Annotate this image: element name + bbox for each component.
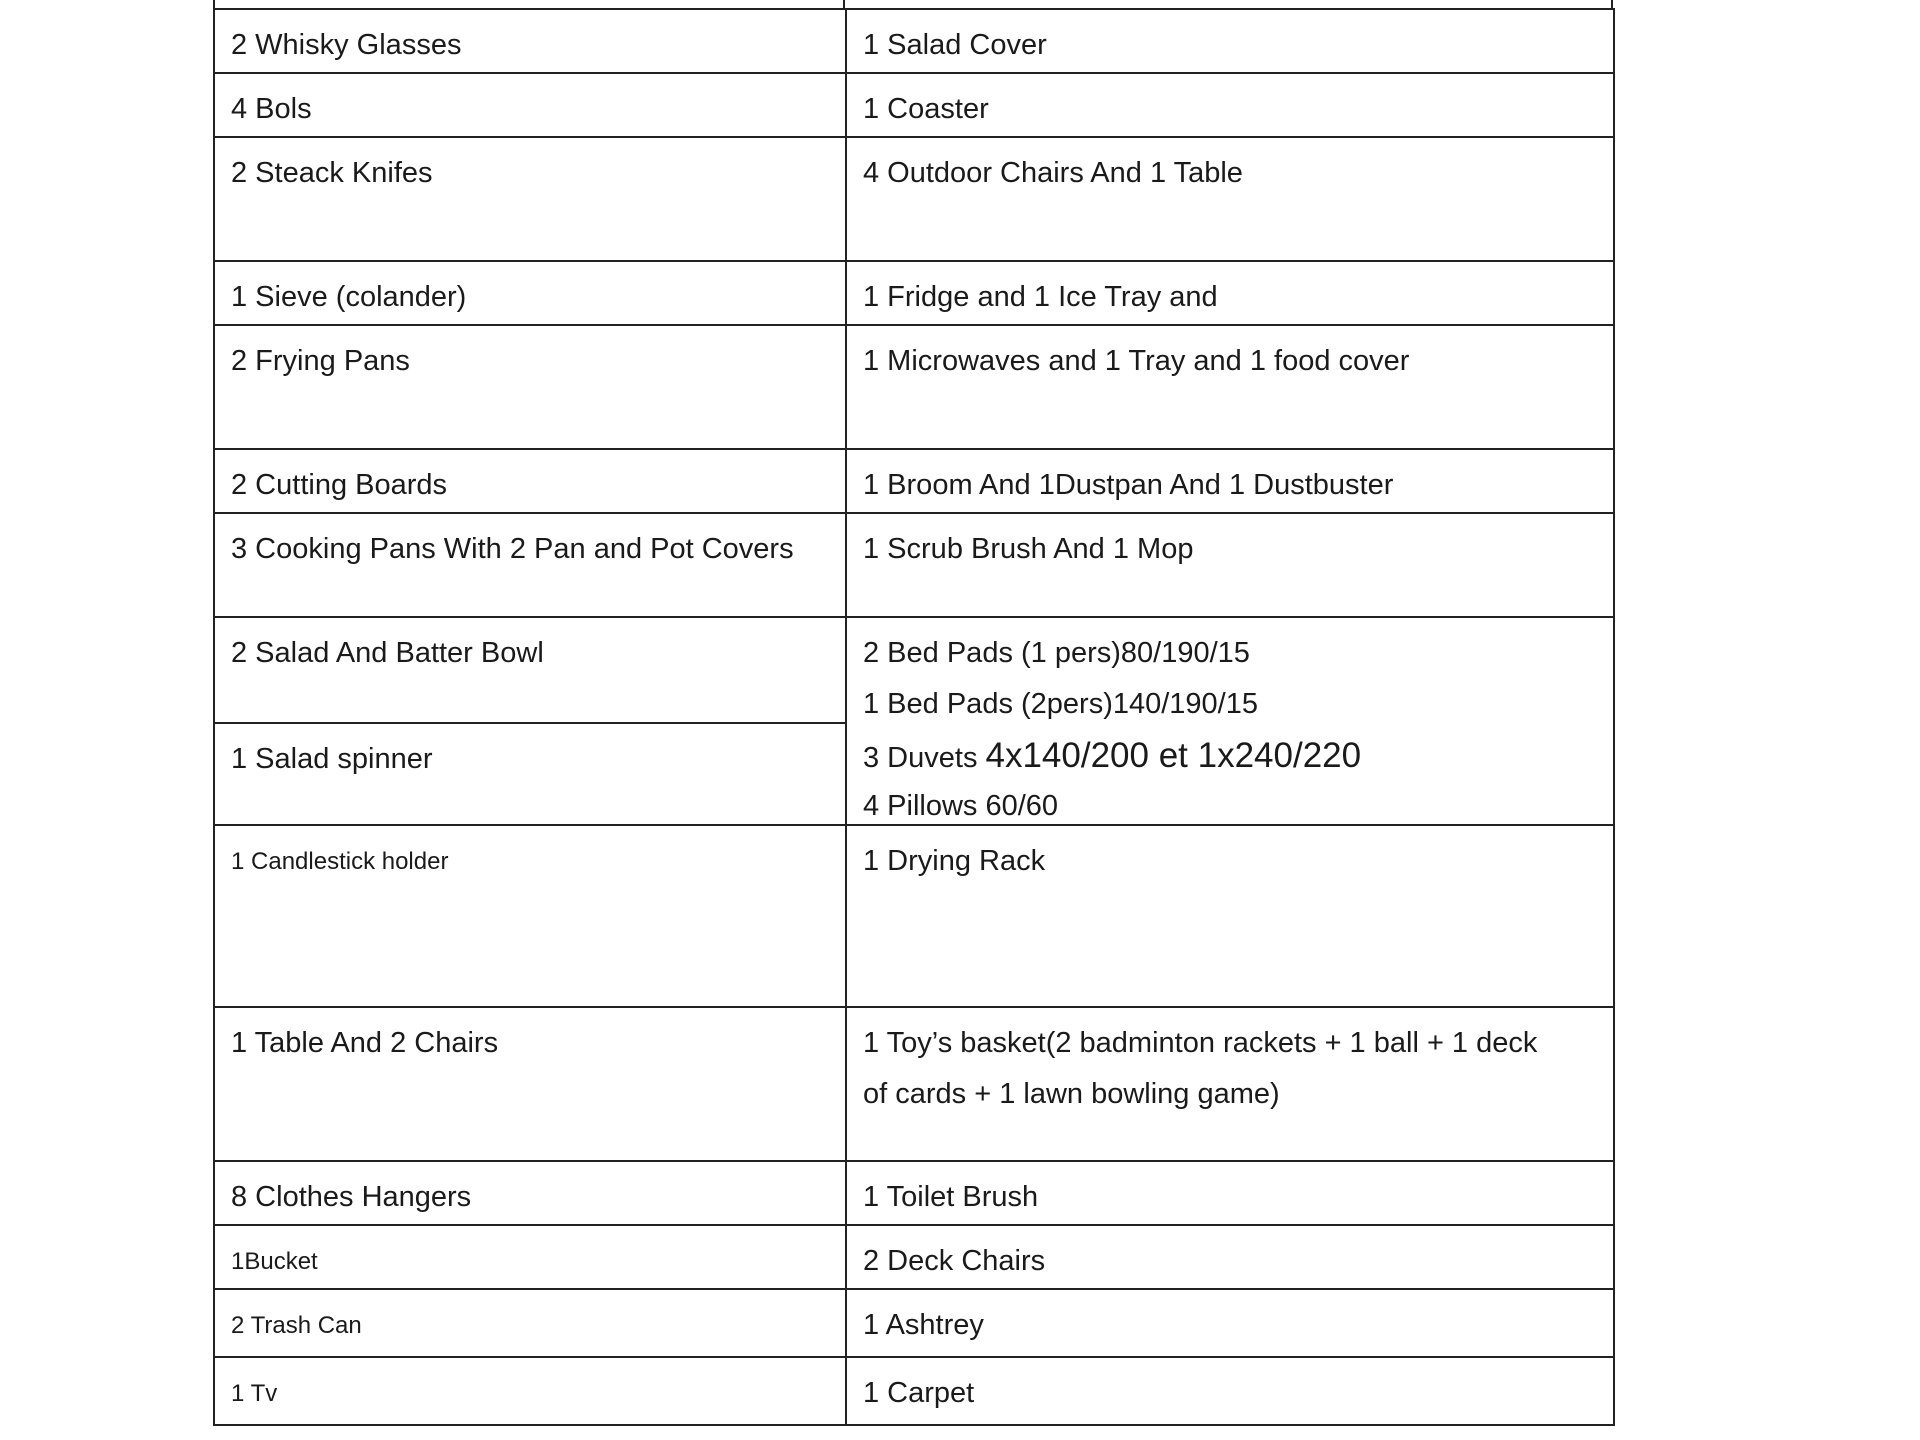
item-text: 1 Drying Rack bbox=[863, 845, 1046, 877]
duvet-sizes: 4x140/200 et 1x240/220 bbox=[985, 736, 1362, 775]
duvet-label: 3 Duvets bbox=[863, 742, 986, 774]
item-text: 1 Salad Cover bbox=[863, 29, 1047, 61]
item-text: 2 Trash Can bbox=[231, 1312, 362, 1339]
table-cell bbox=[215, 10, 847, 74]
table-cell bbox=[215, 450, 847, 514]
item-text: 1 Sieve (colander) bbox=[231, 281, 467, 313]
item-text: 2 Cutting Boards bbox=[231, 469, 448, 501]
table-cell bbox=[847, 1226, 1615, 1290]
table-cell bbox=[215, 1226, 847, 1290]
table-cell bbox=[215, 1290, 847, 1358]
table-row bbox=[215, 514, 1615, 618]
table-cell bbox=[847, 326, 1615, 450]
item-text: 8 Clothes Hangers bbox=[231, 1181, 472, 1213]
table-cell bbox=[215, 1358, 847, 1426]
item-text: 1 Coaster bbox=[863, 93, 989, 125]
item-text: 2 Steack Knifes bbox=[231, 157, 433, 189]
table-cell bbox=[215, 326, 847, 450]
item-text: 1 Salad spinner bbox=[231, 743, 433, 775]
table-cell bbox=[215, 138, 847, 262]
item-text: 4 Outdoor Chairs And 1 Table bbox=[863, 157, 1243, 189]
item-text: 2 Salad And Batter Bowl bbox=[231, 637, 544, 669]
item-text: 2 Deck Chairs bbox=[863, 1245, 1046, 1277]
item-text: 2 Frying Pans bbox=[231, 345, 410, 377]
table-cell bbox=[215, 74, 847, 138]
table-cell bbox=[215, 1008, 847, 1162]
table-row bbox=[215, 1226, 1615, 1290]
table-row bbox=[215, 450, 1615, 514]
table-row-bedding bbox=[215, 618, 1615, 826]
table-cell bbox=[215, 826, 847, 1008]
item-text: 3 Cooking Pans With 2 Pan and Pot Covers bbox=[231, 533, 794, 565]
table-cell bbox=[847, 450, 1615, 514]
item-text: 1 Candlestick holder bbox=[231, 848, 449, 875]
item-text: 1 Broom And 1Dustpan And 1 Dustbuster bbox=[863, 469, 1394, 501]
table-cell bbox=[847, 74, 1615, 138]
table-cell bbox=[847, 10, 1615, 74]
inventory-table bbox=[213, 8, 1615, 1426]
item-text: 1Bucket bbox=[231, 1248, 318, 1275]
table-row bbox=[215, 826, 1615, 1008]
table-row bbox=[215, 262, 1615, 326]
item-text: 1 Fridge and 1 Ice Tray and bbox=[863, 281, 1218, 313]
table-row bbox=[215, 326, 1615, 450]
table-cell bbox=[847, 1290, 1615, 1358]
item-text: 1 Carpet bbox=[863, 1377, 975, 1409]
item-text: 1 Ashtrey bbox=[863, 1309, 984, 1341]
table-cell bbox=[847, 1008, 1615, 1162]
bedding-line bbox=[863, 730, 1597, 781]
bedding-line: 2 Bed Pads (1 pers)80/190/15 bbox=[863, 637, 1250, 669]
item-text: of cards + 1 lawn bowling game) bbox=[863, 1078, 1280, 1110]
table-cell bbox=[847, 262, 1615, 326]
table-cell bbox=[847, 138, 1615, 262]
table-cell bbox=[847, 514, 1615, 618]
item-text: 1 Microwaves and 1 Tray and 1 food cover bbox=[863, 345, 1410, 377]
table-row bbox=[215, 1290, 1615, 1358]
table-cell bbox=[215, 514, 847, 618]
table-row bbox=[215, 1008, 1615, 1162]
item-text: 1 Tv bbox=[231, 1380, 278, 1407]
table-row bbox=[215, 1358, 1615, 1426]
item-text: 1 Table And 2 Chairs bbox=[231, 1027, 499, 1059]
table-cell bbox=[215, 1162, 847, 1226]
bedding-line: 1 Bed Pads (2pers)140/190/15 bbox=[863, 688, 1258, 720]
bedding-cell bbox=[847, 618, 1615, 826]
item-text: 4 Bols bbox=[231, 93, 312, 125]
item-text: 1 Scrub Brush And 1 Mop bbox=[863, 533, 1194, 565]
table-cell bbox=[215, 262, 847, 326]
bedding-line: 4 Pillows 60/60 bbox=[863, 790, 1059, 822]
table-row bbox=[215, 10, 1615, 74]
table-cell bbox=[215, 618, 847, 724]
table-row bbox=[215, 1162, 1615, 1226]
item-text: 1 Toy’s basket(2 badminton rackets + 1 ball + 1 deck bbox=[863, 1027, 1538, 1059]
table-cell bbox=[847, 1162, 1615, 1226]
left-split-column bbox=[215, 618, 847, 826]
item-text: 1 Toilet Brush bbox=[863, 1181, 1039, 1213]
table-row bbox=[215, 138, 1615, 262]
table-cell bbox=[215, 724, 847, 826]
item-text: 2 Whisky Glasses bbox=[231, 29, 462, 61]
table-cell bbox=[847, 826, 1615, 1008]
table-row bbox=[215, 74, 1615, 138]
table-cell bbox=[847, 1358, 1615, 1426]
